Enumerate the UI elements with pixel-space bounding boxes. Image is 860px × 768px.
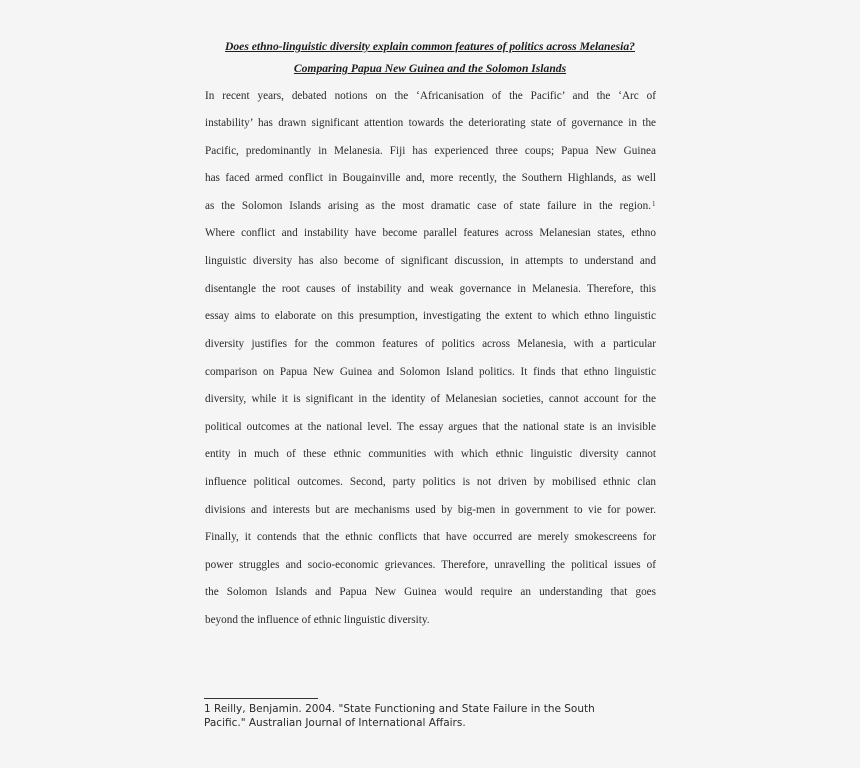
body-line: Finally, it contends that the ethnic conflicts that have occurred are merely smokescreens for — [205, 531, 656, 543]
document-title-line-2: Comparing Papua New Guinea and the Solomon Islands — [293, 62, 567, 75]
footnote-separator — [204, 698, 318, 699]
body-line: political outcomes at the national level. The essay argues that the national state is an invisible — [205, 421, 656, 433]
body-line: diversity justifies for the common features of politics across Melanesia, with a particular — [205, 338, 656, 350]
body-line: diversity, while it is significant in the identity of Melanesian societies, cannot account for the — [205, 393, 656, 405]
body-line: influence political outcomes. Second, party politics is not driven by mobilised ethnic clan — [205, 476, 656, 488]
body-line: the Solomon Islands and Papua New Guinea would require an understanding that goes — [205, 586, 656, 598]
body-line: In recent years, debated notions on the ‘Africanisation of the Pacific’ and the ‘Arc of — [205, 90, 656, 102]
footnote-reference-marker: 1 — [652, 200, 656, 208]
body-line: has faced armed conflict in Bougainville and, more recently, the Southern Highlands, as well — [205, 172, 656, 184]
body-line: linguistic diversity has also become of significant discussion, in attempts to understand and — [205, 255, 656, 267]
body-line: instability’ has drawn significant attention towards the deteriorating state of governance in the — [205, 117, 656, 129]
body-line-with-footnote — [205, 199, 651, 213]
footnote-line-2: Pacific." Australian Journal of International Affairs. — [204, 717, 466, 729]
body-line: entity in much of these ethnic communities with which ethnic linguistic diversity cannot — [205, 448, 656, 460]
body-line: Pacific, predominantly in Melanesia. Fiji has experienced three coups; Papua New Guinea — [205, 145, 656, 157]
body-line: disentangle the root causes of instability and weak governance in Melanesia. Therefore, this — [205, 283, 656, 295]
body-line: divisions and interests but are mechanisms used by big-men in government to vie for power. — [205, 504, 656, 516]
body-line-last: beyond the influence of ethnic linguistic diversity. — [205, 614, 430, 626]
body-line: Where conflict and instability have become parallel features across Melanesian states, ethno — [205, 227, 656, 239]
footnote-line-1: 1 Reilly, Benjamin. 2004. "State Functioning and State Failure in the South — [204, 703, 595, 715]
body-line-text: as the Solomon Islands arising as the most dramatic case of state failure in the region. — [205, 200, 651, 212]
body-line: essay aims to elaborate on this presumption, investigating the extent to which ethno linguistic — [205, 310, 656, 322]
body-line: comparison on Papua New Guinea and Solomon Island politics. It finds that ethno linguistic — [205, 366, 656, 378]
document-title-line-1: Does ethno-linguistic diversity explain common features of politics across Melanesia? — [225, 40, 635, 53]
body-line: power struggles and socio-economic grievances. Therefore, unravelling the political issues of — [205, 559, 656, 571]
